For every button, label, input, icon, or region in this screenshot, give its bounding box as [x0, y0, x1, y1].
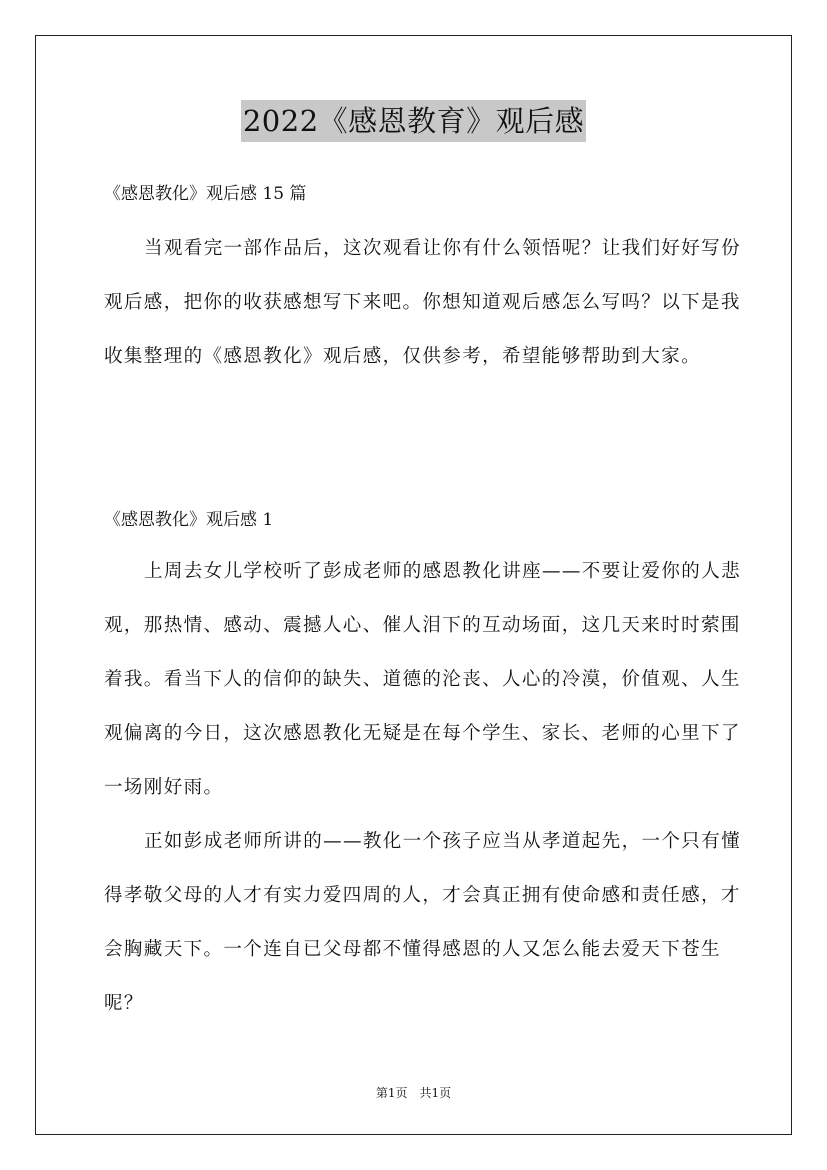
document-title: 2022《感恩教育》观后感 [241, 100, 586, 142]
title-container [0, 100, 827, 142]
section-heading: 《感恩教化》观后感 1 [104, 510, 274, 530]
body-paragraph-2: 正如彭成老师所讲的——教化一个孩子应当从孝道起先，一个只有懂得孝敬父母的人才有实力爱四周的人，才会真正拥有使命感和责任感，才会胸藏天下。一个连自已父母都不懂得感恩的人又怎么能去爱天下苍生呢？ [104, 831, 742, 1014]
intro-paragraph: 当观看完一部作品后，这次观看让你有什么领悟呢？让我们好好写份观后感，把你的收获感想写下来吧。你想知道观后感怎么写吗？以下是我收集整理的《感恩教化》观后感，仅供参考，希望能够帮助到大家。 [104, 238, 742, 367]
page-footer: 第1页 共1页 [375, 1086, 452, 1100]
body-paragraph-1: 上周去女儿学校听了彭成老师的感恩教化讲座——不要让爱你的人悲观，那热情、感动、震撼人心、催人泪下的互动场面，这几天来时时萦围着我。看当下人的信仰的缺失、道德的沦丧、人心的冷漠，价值观、人生观偏离的今日，这次感恩教化无疑是在每个学生、家长、老师的心里下了一场刚好雨。 [104, 561, 742, 798]
document-subtitle: 《感恩教化》观后感 15 篇 [104, 184, 307, 204]
